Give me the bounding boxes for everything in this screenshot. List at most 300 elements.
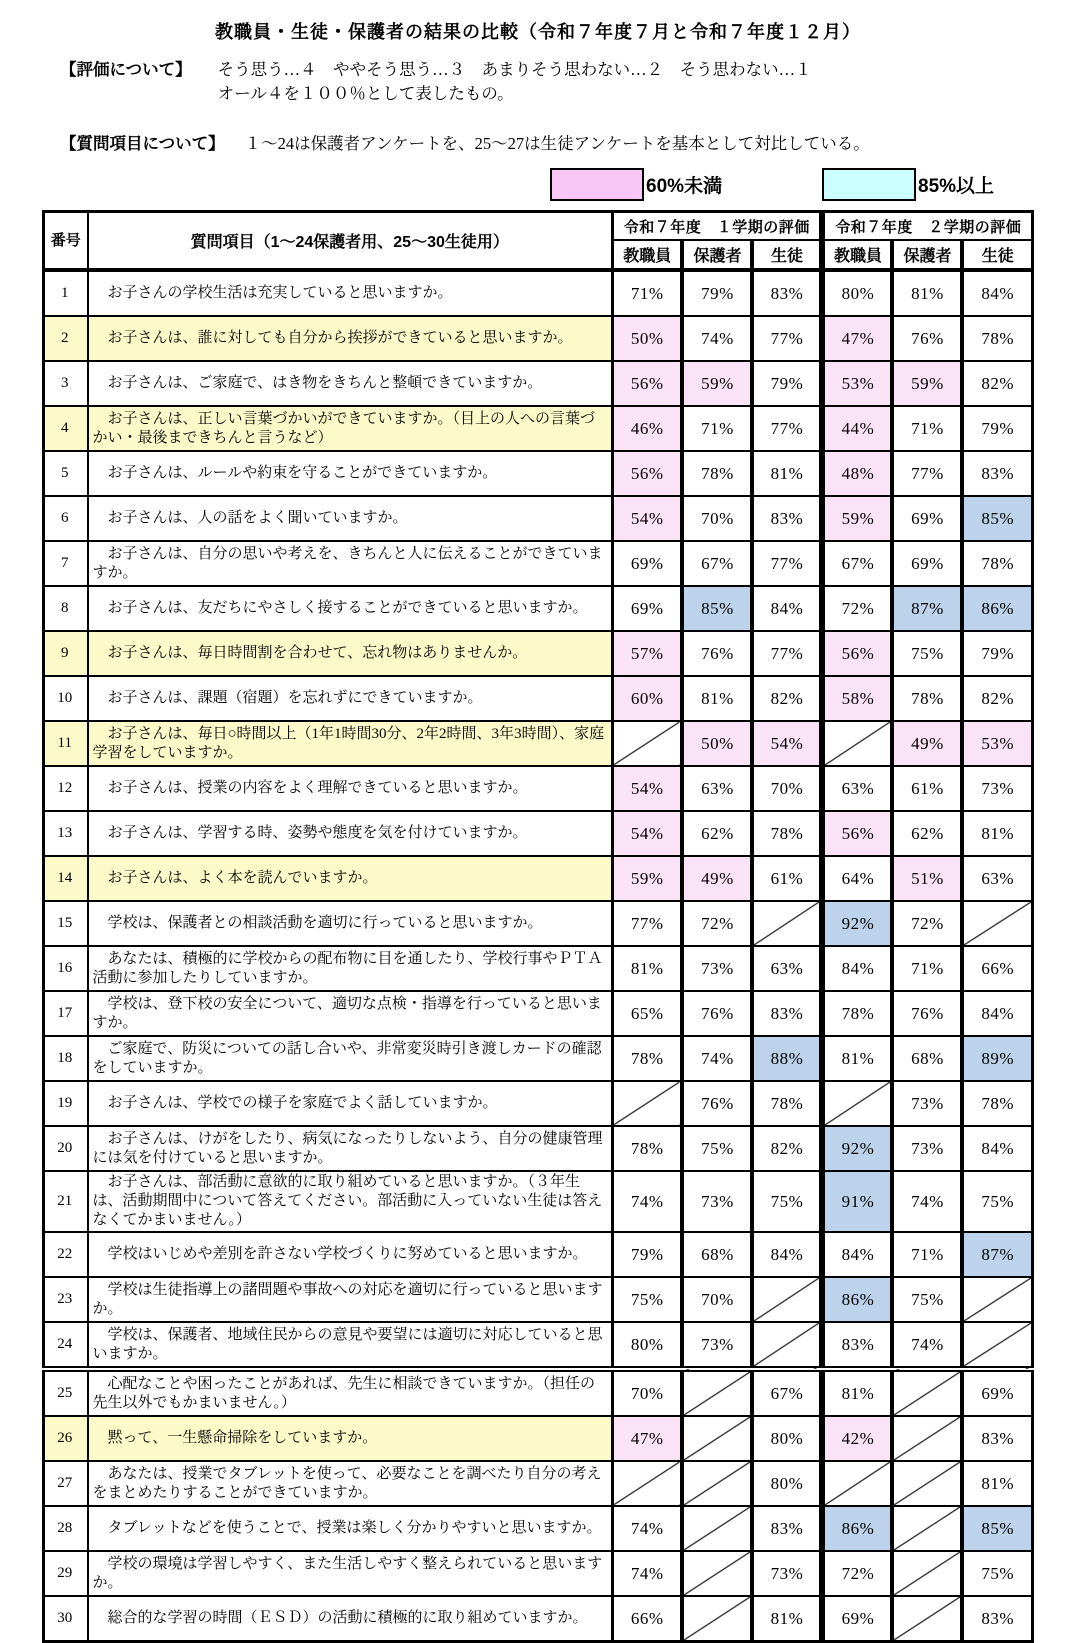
question-cell: [88, 541, 613, 586]
no-data-cell: [822, 1081, 892, 1126]
row-number: 24: [44, 1322, 88, 1369]
value-cell: 78%: [962, 1081, 1032, 1126]
column-header-parents-s1: 保護者: [682, 240, 752, 270]
value-cell: 75%: [892, 1277, 962, 1322]
value-cell: 85%: [682, 586, 752, 631]
value-cell: 44%: [822, 406, 892, 451]
question-text: お子さんは、自分の思いや考えを、きちんと人に伝えることができていますか。: [92, 545, 603, 581]
value-cell: 84%: [822, 946, 892, 991]
no-data-cell: [962, 901, 1032, 946]
question-text: お子さんの学校生活は充実していると思いますか。: [107, 285, 453, 301]
value-cell: 69%: [892, 496, 962, 541]
value-cell: 73%: [962, 766, 1032, 811]
question-text: あなたは、授業でタブレットを使って、必要なことを調べたり自分の考えをまとめたりすることができていますか。: [92, 1465, 602, 1501]
value-cell: 85%: [962, 496, 1032, 541]
no-data-cell: [822, 721, 892, 766]
evaluation-note-label: 【評価について】: [60, 60, 192, 79]
value-cell: 72%: [822, 1551, 892, 1596]
value-cell: 50%: [682, 721, 752, 766]
value-cell: 84%: [752, 586, 822, 631]
legend-item-85-and-above: [822, 168, 994, 201]
row-number: 14: [44, 856, 88, 901]
value-cell: 74%: [682, 316, 752, 361]
value-cell: 87%: [962, 1232, 1032, 1277]
value-cell: 83%: [962, 1596, 1032, 1642]
value-cell: 82%: [752, 1126, 822, 1171]
value-cell: 77%: [752, 631, 822, 676]
no-data-cell: [682, 1506, 752, 1551]
value-cell: 53%: [962, 721, 1032, 766]
value-cell: 75%: [752, 1171, 822, 1232]
value-cell: 53%: [822, 361, 892, 406]
no-data-cell: [612, 1081, 682, 1126]
row-number: 16: [44, 946, 88, 991]
question-cell: [88, 1232, 613, 1277]
value-cell: 76%: [682, 1081, 752, 1126]
value-cell: 70%: [752, 766, 822, 811]
table-row: [44, 901, 1033, 946]
question-text: 学校は生徒指導上の諸問題や事故への対応を適切に行っていると思いますか。: [92, 1281, 603, 1317]
value-cell: 54%: [612, 496, 682, 541]
value-cell: 82%: [962, 676, 1032, 721]
question-text: あなたは、積極的に学校からの配布物に目を通したり、学校行事やＰＴＡ活動に参加したりしていますか。: [92, 950, 603, 986]
value-cell: 77%: [752, 316, 822, 361]
value-cell: 92%: [822, 1126, 892, 1171]
value-cell: 82%: [752, 676, 822, 721]
no-data-cell: [682, 1369, 752, 1416]
value-cell: 75%: [682, 1126, 752, 1171]
row-number: 2: [44, 316, 88, 361]
value-cell: 91%: [822, 1171, 892, 1232]
value-cell: 77%: [752, 406, 822, 451]
row-number: 9: [44, 631, 88, 676]
question-cell: [88, 856, 613, 901]
question-text: お子さんは、けがをしたり、病気になったりしないよう、自分の健康管理には気を付けていると思いますか。: [92, 1130, 603, 1166]
no-data-cell: [892, 1551, 962, 1596]
group-header-semester1: 令和７年度 １学期の評価: [612, 212, 822, 241]
question-cell: [88, 811, 613, 856]
row-number: 1: [44, 270, 88, 316]
value-cell: 83%: [752, 270, 822, 316]
value-cell: 83%: [752, 991, 822, 1036]
no-data-cell: [612, 721, 682, 766]
value-cell: 73%: [682, 946, 752, 991]
row-number: 8: [44, 586, 88, 631]
question-cell: [88, 1171, 613, 1232]
value-cell: 61%: [752, 856, 822, 901]
value-cell: 47%: [612, 1416, 682, 1461]
value-cell: 72%: [822, 586, 892, 631]
value-cell: 71%: [612, 270, 682, 316]
table-row: [44, 676, 1033, 721]
legend-high-label: 85%以上: [918, 176, 995, 197]
column-header-question: 質問項目（1～24保護者用、25～30生徒用）: [88, 212, 613, 271]
row-number: 26: [44, 1416, 88, 1461]
value-cell: 71%: [892, 946, 962, 991]
value-cell: 47%: [822, 316, 892, 361]
value-cell: 64%: [822, 856, 892, 901]
question-cell: [88, 361, 613, 406]
table-row: [44, 1506, 1033, 1551]
value-cell: 81%: [752, 451, 822, 496]
value-cell: 59%: [612, 856, 682, 901]
row-number: 28: [44, 1506, 88, 1551]
question-text: お子さんは、部活動に意欲的に取り組めていると思いますか。（３年生は、活動期間中について答えてください。部活動に入っていない生徒は答えなくてかまいません。）: [92, 1174, 603, 1228]
row-number: 13: [44, 811, 88, 856]
value-cell: 76%: [682, 631, 752, 676]
value-cell: 62%: [892, 811, 962, 856]
question-text: お子さんは、正しい言葉づかいができていますか。（目上の人への言葉づかい・最後まできちんと言うなど）: [92, 410, 596, 446]
question-text: お子さんは、学習する時、姿勢や態度を気を付けていますか。: [107, 825, 528, 841]
value-cell: 70%: [682, 496, 752, 541]
column-header-staff-s2: 教職員: [822, 240, 892, 270]
no-data-cell: [752, 1322, 822, 1369]
row-number: 17: [44, 991, 88, 1036]
value-cell: 80%: [752, 1416, 822, 1461]
no-data-cell: [682, 1596, 752, 1642]
value-cell: 79%: [962, 406, 1032, 451]
table-row: [44, 1596, 1033, 1642]
value-cell: 69%: [612, 541, 682, 586]
question-text: 学校の環境は学習しやすく、また生活しやすく整えられていると思いますか。: [92, 1555, 603, 1591]
value-cell: 73%: [892, 1126, 962, 1171]
evaluation-note: [60, 58, 1034, 106]
value-cell: 73%: [892, 1081, 962, 1126]
page-title: 教職員・生徒・保護者の結果の比較（令和７年度７月と令和７年度１２月）: [215, 22, 861, 42]
table-row: [44, 270, 1033, 316]
question-text: お子さんは、毎日○時間以上（1年1時間30分、2年2時間、3年3時間）、家庭学習をしていますか。: [92, 725, 605, 761]
value-cell: 74%: [612, 1171, 682, 1232]
question-text: 学校は、保護者との相談活動を適切に行っていると思いますか。: [107, 915, 543, 931]
question-note: [60, 132, 1034, 156]
value-cell: 61%: [892, 766, 962, 811]
value-cell: 81%: [612, 946, 682, 991]
value-cell: 67%: [682, 541, 752, 586]
value-cell: 63%: [752, 946, 822, 991]
table-row: [44, 856, 1033, 901]
row-number: 21: [44, 1171, 88, 1232]
question-note-body: １～24は保護者アンケートを、25～27は生徒アンケートを基本として対比している。: [244, 134, 870, 153]
value-cell: 74%: [892, 1171, 962, 1232]
question-text: お子さんは、人の話をよく聞いていますか。: [107, 510, 408, 526]
row-number: 20: [44, 1126, 88, 1171]
value-cell: 71%: [892, 1232, 962, 1277]
table-row: [44, 406, 1033, 451]
value-cell: 81%: [962, 1461, 1032, 1506]
table-row: [44, 316, 1033, 361]
row-number: 22: [44, 1232, 88, 1277]
evaluation-note-body: [218, 58, 812, 106]
value-cell: 69%: [822, 1596, 892, 1642]
value-cell: 85%: [962, 1506, 1032, 1551]
value-cell: 66%: [962, 946, 1032, 991]
results-table: [42, 210, 1034, 1643]
table-row: [44, 586, 1033, 631]
value-cell: 74%: [682, 1036, 752, 1081]
value-cell: 70%: [612, 1369, 682, 1416]
value-cell: 72%: [682, 901, 752, 946]
question-cell: [88, 451, 613, 496]
value-cell: 78%: [682, 451, 752, 496]
value-cell: 73%: [682, 1171, 752, 1232]
value-cell: 82%: [962, 361, 1032, 406]
question-cell: [88, 676, 613, 721]
question-cell: [88, 1126, 613, 1171]
row-number: 19: [44, 1081, 88, 1126]
question-cell: [88, 1036, 613, 1081]
legend-high-swatch: [822, 168, 916, 201]
value-cell: 87%: [892, 586, 962, 631]
question-cell: [88, 946, 613, 991]
question-text: お子さんは、ご家庭で、はき物をきちんと整頓できていますか。: [107, 375, 543, 391]
question-cell: [88, 1461, 613, 1506]
question-cell: [88, 901, 613, 946]
table-row: [44, 766, 1033, 811]
table-row: [44, 1551, 1033, 1596]
value-cell: 84%: [962, 1126, 1032, 1171]
value-cell: 75%: [962, 1171, 1032, 1232]
question-cell: [88, 586, 613, 631]
row-number: 30: [44, 1596, 88, 1642]
value-cell: 69%: [962, 1369, 1032, 1416]
question-cell: [88, 1081, 613, 1126]
value-cell: 83%: [822, 1322, 892, 1369]
value-cell: 78%: [892, 676, 962, 721]
table-row: [44, 541, 1033, 586]
value-cell: 73%: [682, 1322, 752, 1369]
value-cell: 79%: [682, 270, 752, 316]
no-data-cell: [752, 1277, 822, 1322]
row-number: 12: [44, 766, 88, 811]
question-cell: [88, 316, 613, 361]
question-text: お子さんは、授業の内容をよく理解できていると思いますか。: [107, 780, 528, 796]
value-cell: 73%: [752, 1551, 822, 1596]
value-cell: 86%: [822, 1506, 892, 1551]
table-row: [44, 361, 1033, 406]
value-cell: 78%: [612, 1126, 682, 1171]
question-cell: [88, 1596, 613, 1642]
value-cell: 67%: [752, 1369, 822, 1416]
question-text: 学校は、登下校の安全について、適切な点検・指導を行っていると思いますか。: [92, 995, 602, 1031]
column-header-number: 番号: [44, 212, 88, 271]
table-row: [44, 1171, 1033, 1232]
value-cell: 81%: [682, 676, 752, 721]
value-cell: 86%: [822, 1277, 892, 1322]
no-data-cell: [892, 1369, 962, 1416]
value-cell: 54%: [612, 766, 682, 811]
question-text: 総合的な学習の時間（ＥＳＤ）の活動に積極的に取り組めていますか。: [107, 1610, 588, 1626]
row-number: 18: [44, 1036, 88, 1081]
value-cell: 83%: [752, 496, 822, 541]
value-cell: 51%: [892, 856, 962, 901]
row-number: 25: [44, 1369, 88, 1416]
no-data-cell: [682, 1461, 752, 1506]
value-cell: 66%: [612, 1596, 682, 1642]
value-cell: 60%: [612, 676, 682, 721]
no-data-cell: [822, 1461, 892, 1506]
value-cell: 81%: [962, 811, 1032, 856]
table-row: [44, 1369, 1033, 1416]
value-cell: 42%: [822, 1416, 892, 1461]
value-cell: 56%: [612, 361, 682, 406]
question-text: お子さんは、毎日時間割を合わせて、忘れ物はありませんか。: [107, 645, 528, 661]
question-cell: [88, 631, 613, 676]
evaluation-basis-line: オール４を１００％として表したもの。: [217, 84, 514, 103]
no-data-cell: [682, 1551, 752, 1596]
question-cell: [88, 270, 613, 316]
row-number: 15: [44, 901, 88, 946]
row-number: 3: [44, 361, 88, 406]
question-cell: [88, 721, 613, 766]
column-header-staff-s1: 教職員: [612, 240, 682, 270]
value-cell: 46%: [612, 406, 682, 451]
table-row: [44, 1277, 1033, 1322]
row-number: 11: [44, 721, 88, 766]
value-cell: 80%: [822, 270, 892, 316]
value-cell: 84%: [822, 1232, 892, 1277]
value-cell: 78%: [612, 1036, 682, 1081]
table-row: [44, 1232, 1033, 1277]
value-cell: 71%: [682, 406, 752, 451]
question-text: 学校はいじめや差別を許さない学校づくりに努めていると思いますか。: [107, 1246, 588, 1262]
value-cell: 76%: [892, 316, 962, 361]
value-cell: 88%: [752, 1036, 822, 1081]
question-cell: [88, 991, 613, 1036]
group-header-semester2: 令和７年度 ２学期の評価: [822, 212, 1032, 241]
no-data-cell: [962, 1322, 1032, 1369]
table-row: [44, 1036, 1033, 1081]
value-cell: 74%: [612, 1506, 682, 1551]
question-text: お子さんは、ルールや約束を守ることができていますか。: [107, 465, 498, 481]
value-cell: 49%: [682, 856, 752, 901]
value-cell: 59%: [822, 496, 892, 541]
question-cell: [88, 766, 613, 811]
value-cell: 84%: [962, 270, 1032, 316]
column-header-parents-s2: 保護者: [892, 240, 962, 270]
value-cell: 56%: [822, 811, 892, 856]
value-cell: 78%: [822, 991, 892, 1036]
value-cell: 67%: [822, 541, 892, 586]
question-text: タブレットなどを使うことで、授業は楽しく分かりやすいと思いますか。: [107, 1520, 602, 1536]
value-cell: 49%: [892, 721, 962, 766]
value-cell: 59%: [892, 361, 962, 406]
value-cell: 77%: [892, 451, 962, 496]
row-number: 29: [44, 1551, 88, 1596]
legend-item-below-60: [550, 168, 722, 201]
question-cell: [88, 1322, 613, 1369]
table-header-group-row: [44, 212, 1033, 241]
value-cell: 54%: [612, 811, 682, 856]
value-cell: 75%: [962, 1551, 1032, 1596]
value-cell: 83%: [962, 1416, 1032, 1461]
table-row: [44, 1416, 1033, 1461]
value-cell: 70%: [682, 1277, 752, 1322]
table-row: [44, 496, 1033, 541]
value-cell: 79%: [752, 361, 822, 406]
question-cell: [88, 1369, 613, 1416]
legend-low-swatch: [550, 168, 644, 201]
value-cell: 71%: [892, 406, 962, 451]
table-row: [44, 991, 1033, 1036]
value-cell: 77%: [612, 901, 682, 946]
no-data-cell: [962, 1277, 1032, 1322]
value-cell: 83%: [752, 1506, 822, 1551]
legend-low-label: 60%未満: [646, 176, 723, 197]
value-cell: 58%: [822, 676, 892, 721]
value-cell: 75%: [892, 631, 962, 676]
value-cell: 72%: [892, 901, 962, 946]
table-row: [44, 1081, 1033, 1126]
question-cell: [88, 1416, 613, 1461]
question-text: お子さんは、友だちにやさしく接することができていると思いますか。: [107, 600, 588, 616]
value-cell: 78%: [962, 316, 1032, 361]
no-data-cell: [892, 1416, 962, 1461]
value-cell: 84%: [962, 991, 1032, 1036]
table-row: [44, 1322, 1033, 1369]
value-cell: 81%: [822, 1369, 892, 1416]
value-cell: 74%: [892, 1322, 962, 1369]
value-cell: 80%: [612, 1322, 682, 1369]
value-cell: 56%: [612, 451, 682, 496]
question-text: 黙って、一生懸命掃除をしていますか。: [107, 1430, 378, 1446]
evaluation-scale-line: そう思う…４ ややそう思う…３ あまりそう思わない…２ そう思わない…１: [217, 60, 812, 79]
value-cell: 69%: [612, 586, 682, 631]
no-data-cell: [892, 1596, 962, 1642]
table-row: [44, 1461, 1033, 1506]
no-data-cell: [892, 1506, 962, 1551]
value-cell: 86%: [962, 586, 1032, 631]
value-cell: 84%: [752, 1232, 822, 1277]
question-text: ご家庭で、防災についての話し合いや、非常変災時引き渡しカードの確認をしていますか。: [92, 1040, 602, 1076]
table-row: [44, 451, 1033, 496]
question-cell: [88, 1506, 613, 1551]
no-data-cell: [612, 1461, 682, 1506]
table-row: [44, 946, 1033, 991]
value-cell: 75%: [612, 1277, 682, 1322]
value-cell: 50%: [612, 316, 682, 361]
no-data-cell: [682, 1416, 752, 1461]
value-cell: 81%: [892, 270, 962, 316]
value-cell: 74%: [612, 1551, 682, 1596]
value-cell: 79%: [962, 631, 1032, 676]
value-cell: 80%: [752, 1461, 822, 1506]
question-cell: [88, 406, 613, 451]
table-row: [44, 721, 1033, 766]
row-number: 10: [44, 676, 88, 721]
value-cell: 63%: [962, 856, 1032, 901]
column-header-students-s2: 生徒: [962, 240, 1032, 270]
row-number: 5: [44, 451, 88, 496]
value-cell: 63%: [682, 766, 752, 811]
table-row: [44, 631, 1033, 676]
row-number: 7: [44, 541, 88, 586]
value-cell: 59%: [682, 361, 752, 406]
value-cell: 63%: [822, 766, 892, 811]
value-cell: 81%: [822, 1036, 892, 1081]
value-cell: 89%: [962, 1036, 1032, 1081]
value-cell: 57%: [612, 631, 682, 676]
question-cell: [88, 496, 613, 541]
value-cell: 68%: [892, 1036, 962, 1081]
row-number: 6: [44, 496, 88, 541]
value-cell: 48%: [822, 451, 892, 496]
value-cell: 92%: [822, 901, 892, 946]
question-text: 心配なことや困ったことがあれば、先生に相談できていますか。（担任の先生以外でもかまいません。）: [92, 1375, 596, 1411]
value-cell: 78%: [962, 541, 1032, 586]
question-text: お子さんは、課題（宿題）を忘れずにできていますか。: [107, 690, 483, 706]
question-text: 学校は、保護者、地域住民からの意見や要望には適切に対応していると思いますか。: [92, 1326, 603, 1362]
question-text: お子さんは、よく本を読んでいますか。: [107, 870, 378, 886]
